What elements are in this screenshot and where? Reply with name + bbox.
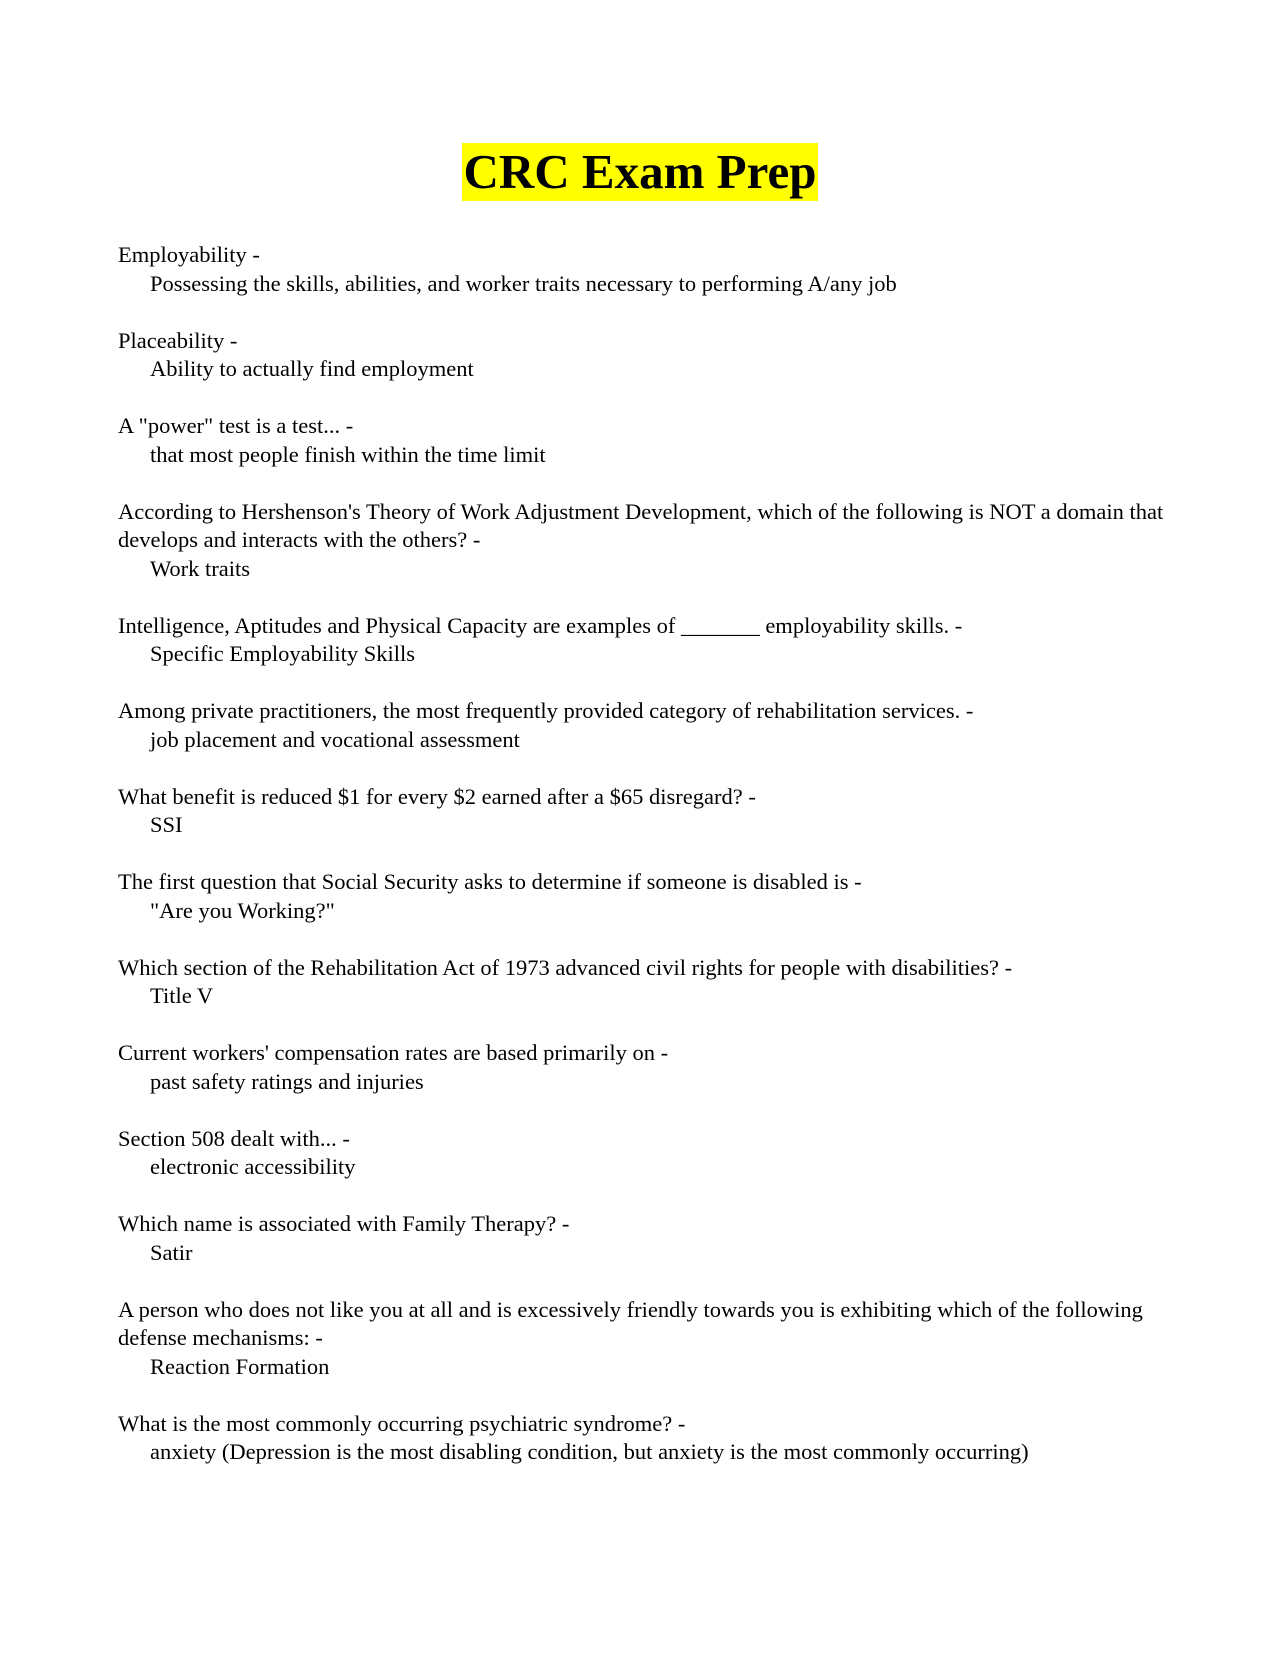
question-text: Which name is associated with Family Therapy? - — [118, 1211, 570, 1236]
document-title: CRC Exam Prep — [463, 144, 817, 199]
qa-item — [118, 1410, 1168, 1467]
question-text: Section 508 dealt with... - — [118, 1125, 350, 1151]
answer-text: past safety ratings and injuries — [150, 1068, 424, 1094]
answer-text: SSI — [150, 812, 183, 837]
question-text: What benefit is reduced $1 for every $2 earned after a $65 disregard? - — [118, 783, 756, 809]
qa-item — [118, 1210, 1168, 1267]
qa-item — [118, 612, 1168, 669]
answer-text: "Are you Working?" — [150, 897, 335, 923]
answer-text: Title V — [150, 983, 214, 1008]
question-text: Current workers' compensation rates are based primarily on - — [118, 1040, 669, 1065]
answer-text: electronic accessibility — [150, 1154, 356, 1179]
answer-text: that most people finish within the time limit — [150, 441, 546, 467]
qa-item — [118, 1296, 1168, 1382]
question-text: What is the most commonly occurring psychiatric syndrome? - — [118, 1410, 686, 1436]
question-text: A "power" test is a test... - — [118, 413, 354, 438]
question-text: According to Hershenson's Theory of Work Adjustment Development, which of the following is NOT a domain that develops and interacts with the others? - — [118, 498, 1164, 552]
answer-text: anxiety (Depression is the most disabling condition, but anxiety is the most commonly occurring) — [150, 1439, 1029, 1464]
qa-item — [118, 241, 1168, 298]
answer-text: job placement and vocational assessment — [150, 726, 520, 752]
question-text: Which section of the Rehabilitation Act of 1973 advanced civil rights for people with disabilities? - — [118, 954, 1013, 980]
qa-list — [118, 241, 1168, 1495]
answer-text: Reaction Formation — [150, 1353, 330, 1379]
answer-text: Satir — [150, 1239, 193, 1265]
question-text: A person who does not like you at all and is excessively friendly towards you is exhibiting which of the following defense mechanisms: - — [118, 1296, 1143, 1350]
qa-item — [118, 954, 1168, 1011]
qa-item — [118, 1039, 1168, 1096]
title-container — [0, 143, 1280, 201]
qa-item — [118, 868, 1168, 925]
qa-item — [118, 783, 1168, 840]
answer-text: Possessing the skills, abilities, and worker traits necessary to performing A/any job — [150, 270, 897, 296]
answer-text: Ability to actually find employment — [150, 356, 474, 381]
qa-item — [118, 412, 1168, 469]
question-text: Placeability - — [118, 327, 238, 353]
question-text: The first question that Social Security asks to determine if someone is disabled is - — [118, 869, 862, 894]
qa-item — [118, 1125, 1168, 1182]
question-text: Among private practitioners, the most frequently provided category of rehabilitation services. - — [118, 698, 974, 723]
qa-item — [118, 327, 1168, 384]
question-text: Intelligence, Aptitudes and Physical Capacity are examples of _______ employability skills. - — [118, 612, 963, 638]
answer-text: Specific Employability Skills — [150, 641, 415, 666]
qa-item — [118, 498, 1168, 584]
answer-text: Work traits — [150, 555, 251, 581]
qa-item — [118, 697, 1168, 754]
question-text: Employability - — [118, 242, 260, 267]
